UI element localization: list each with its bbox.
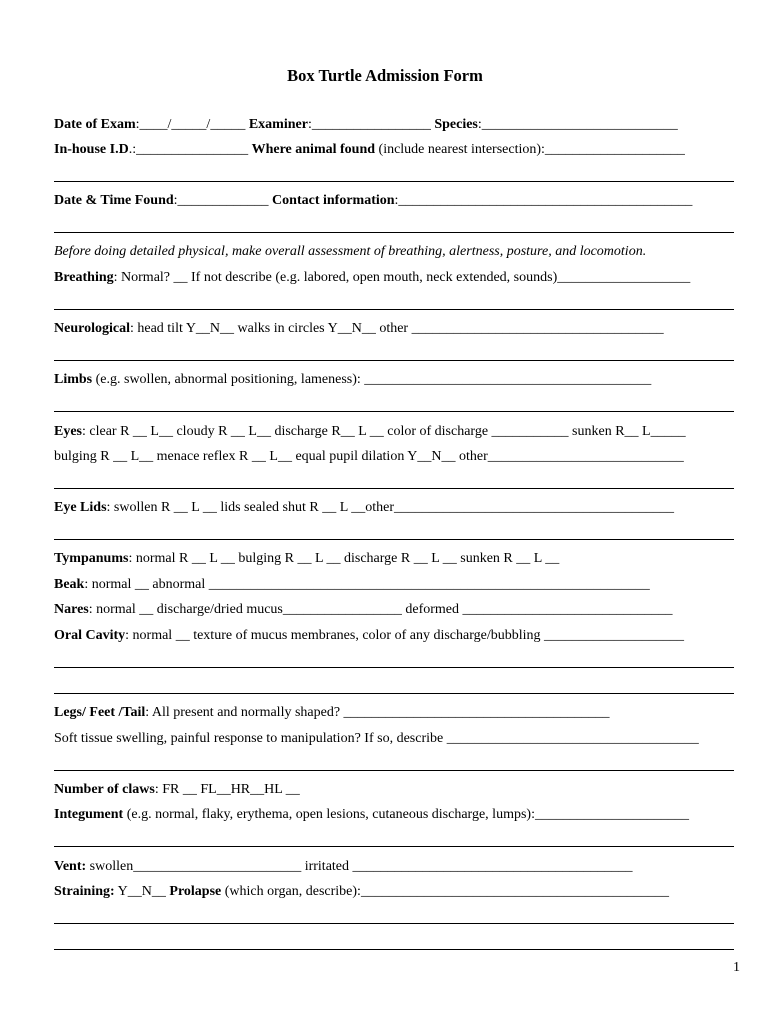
nares-field[interactable]: : normal __ discharge/dried mucus_________________ deformed ______________________________ [88, 602, 673, 617]
claws-field[interactable]: : FR __ FL__HR__HL __ [154, 782, 300, 797]
contact-info-label: Contact information [272, 193, 395, 208]
form-title: Box Turtle Admission Form [287, 66, 483, 85]
date-time-found-field[interactable]: :_____________ [173, 193, 273, 208]
eyes-field[interactable]: : clear R __ L__ cloudy R __ L__ discharge R__ L __ color of discharge ___________ sunken R__ L_____ [82, 424, 686, 439]
found-contact-line [54, 192, 734, 210]
integument-label: Integument [54, 807, 124, 822]
where-found-field[interactable]: (include nearest intersection):____________________ [375, 142, 685, 157]
prolapse-label: Prolapse [169, 884, 222, 899]
claws-line [54, 781, 734, 799]
eyes-line-2 [54, 448, 734, 466]
eye-lids-field[interactable]: : swollen R __ L __ lids sealed shut R __ L __other________________________________________ [106, 500, 675, 515]
examiner-label: Examiner [248, 117, 308, 132]
limbs-line [54, 371, 734, 389]
id-location-line [54, 141, 734, 159]
species-label: Species [434, 117, 478, 132]
answer-line[interactable] [54, 309, 734, 310]
neurological-field[interactable]: : head tilt Y__N__ walks in circles Y__N__ other ____________________________________ [129, 321, 664, 336]
legs-feet-tail-label: Legs/ Feet /Tail [54, 705, 146, 720]
instruction-text: Before doing detailed physical, make overall assessment of breathing, alertness, posture, and locomotion. [54, 244, 647, 259]
claws-label: Number of claws [54, 782, 155, 797]
soft-tissue-field[interactable]: Soft tissue swelling, painful response to manipulation? If so, describe ____________________________________ [54, 731, 699, 746]
integument-field[interactable]: (e.g. normal, flaky, erythema, open lesions, cutaneous discharge, lumps):______________________ [123, 807, 689, 822]
eyes-line [54, 423, 734, 441]
species-field[interactable]: :____________________________ [477, 117, 678, 132]
answer-line[interactable] [54, 539, 734, 540]
breathing-field[interactable]: : Normal? __ If not describe (e.g. labored, open mouth, neck extended, sounds)___________________ [113, 270, 691, 285]
straining-line [54, 883, 734, 901]
eyes-label: Eyes [54, 424, 82, 439]
tympanums-label: Tympanums [54, 551, 129, 566]
breathing-label: Breathing [54, 270, 114, 285]
answer-line[interactable] [54, 232, 734, 233]
integument-line [54, 806, 734, 824]
beak-label: Beak [54, 577, 85, 592]
vent-field[interactable]: swollen________________________ irritated ________________________________________ [86, 859, 633, 874]
eye-lids-line [54, 499, 734, 517]
answer-line[interactable] [54, 846, 734, 847]
answer-line[interactable] [54, 488, 734, 489]
page-number: 1 [733, 960, 740, 975]
tympanums-field[interactable]: : normal R __ L __ bulging R __ L __ discharge R __ L __ sunken R __ L __ [128, 551, 560, 566]
limbs-label: Limbs [54, 372, 93, 387]
breathing-line [54, 269, 734, 287]
where-found-label: Where animal found [251, 142, 376, 157]
answer-line[interactable] [54, 667, 734, 668]
straining-field[interactable]: Y__N__ [114, 884, 170, 899]
in-house-id-field[interactable]: .:________________ [128, 142, 252, 157]
limbs-field[interactable]: (e.g. swollen, abnormal positioning, lameness): _________________________________________ [92, 372, 652, 387]
date-of-exam-label: Date of Exam [54, 117, 136, 132]
examiner-field[interactable]: :_________________ [307, 117, 435, 132]
beak-line [54, 576, 734, 594]
beak-field[interactable]: : normal __ abnormal _______________________________________________________________ [84, 577, 650, 592]
in-house-id-label: In-house I.D [54, 142, 129, 157]
nares-label: Nares [54, 602, 89, 617]
answer-line[interactable] [54, 770, 734, 771]
oral-cavity-line [54, 627, 734, 645]
soft-tissue-line [54, 730, 734, 748]
neurological-label: Neurological [54, 321, 130, 336]
eyes-field-2[interactable]: bulging R __ L__ menace reflex R __ L__ equal pupil dilation Y__N__ other____________________________ [54, 449, 684, 464]
legs-feet-tail-line [54, 704, 734, 722]
contact-info-field[interactable]: :__________________________________________ [394, 193, 693, 208]
straining-label: Straining: [54, 884, 115, 899]
prolapse-field[interactable]: (which organ, describe):____________________________________________ [221, 884, 669, 899]
answer-line[interactable] [54, 360, 734, 361]
answer-line[interactable] [54, 181, 734, 182]
nares-line [54, 601, 734, 619]
answer-line[interactable] [54, 949, 734, 950]
answer-line[interactable] [54, 411, 734, 412]
legs-feet-tail-field[interactable]: : All present and normally shaped? ______________________________________ [145, 705, 610, 720]
eye-lids-label: Eye Lids [54, 500, 107, 515]
tympanums-line [54, 550, 734, 568]
date-time-found-label: Date & Time Found [54, 193, 174, 208]
oral-cavity-field[interactable]: : normal __ texture of mucus membranes, color of any discharge/bubbling ____________________ [125, 628, 685, 643]
oral-cavity-label: Oral Cavity [54, 628, 126, 643]
instruction-line [54, 243, 734, 261]
neurological-line [54, 320, 734, 338]
answer-line[interactable] [54, 923, 734, 924]
date-of-exam-field[interactable]: :____/_____/_____ [135, 117, 249, 132]
exam-info-line [54, 116, 734, 134]
vent-label: Vent: [54, 859, 87, 874]
answer-line[interactable] [54, 693, 734, 694]
vent-line [54, 858, 734, 876]
